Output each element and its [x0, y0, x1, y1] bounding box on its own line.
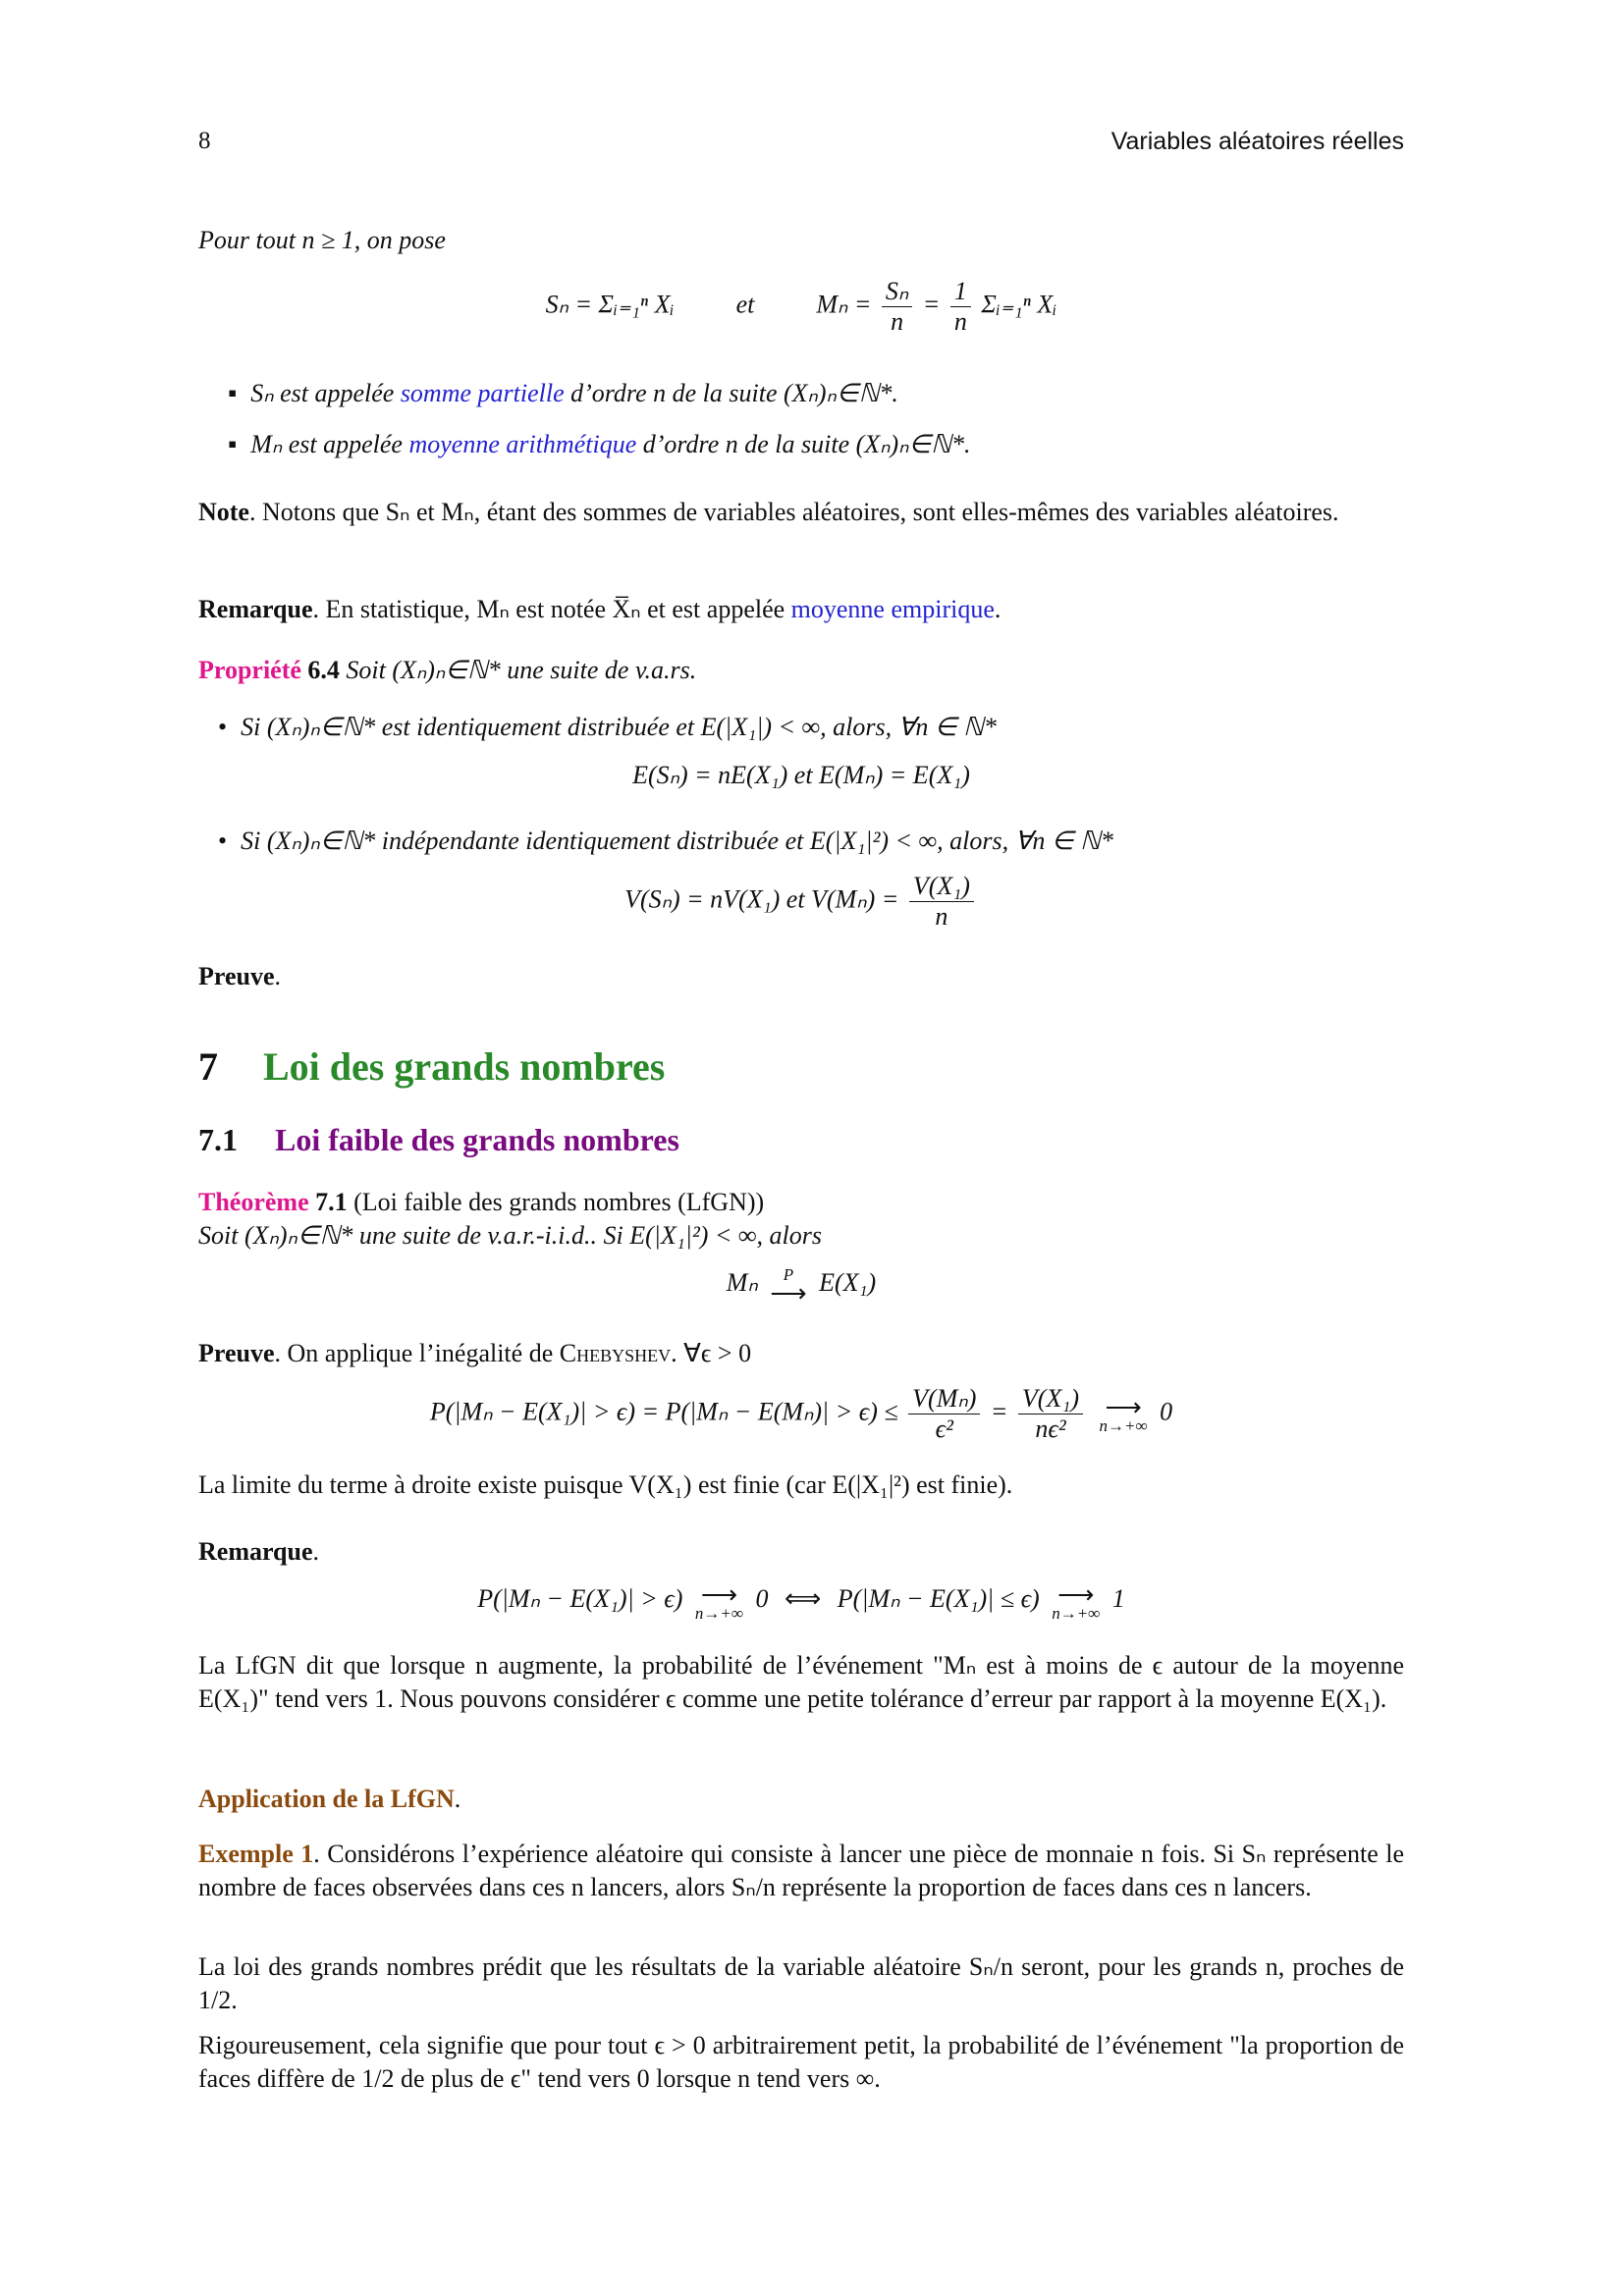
remarque-label: Remarque — [198, 595, 313, 623]
propriete-label: Propriété — [198, 656, 301, 684]
exemple-label: Exemple 1 — [198, 1840, 314, 1868]
section-title: Loi des grands nombres — [263, 1044, 666, 1089]
preuve-2-conclusion: La limite du terme à droite existe puisque V(X₁) est finie (car E(|X₁|²) est finie). — [198, 1470, 1013, 1499]
exemple-paragraph-2: La loi des grands nombres prédit que les résultats de la variable aléatoire Sₙ/n seront, pour les grands n, proches de 1/2. — [198, 1952, 1404, 2014]
fraction-1-n: $\frac{1}{n}$ — [950, 277, 971, 337]
formula-variance: V(Sₙ) = nV(X₁) et V(Mₙ) = $\frac{\text{V(X₁)}}{n}$ — [198, 872, 1404, 932]
formula-mn-sum: Σᵢ₌₁ⁿ Xᵢ — [981, 290, 1057, 319]
formula-et: et — [735, 290, 755, 319]
note-label: Note — [198, 498, 249, 526]
formula-mn-lhs: Mₙ = — [816, 290, 872, 319]
theoreme-number: 7.1 — [315, 1188, 348, 1216]
subsection-title: Loi faible des grands nombres — [275, 1122, 679, 1157]
preuve-1: Preuve. — [198, 962, 281, 990]
arrow-convergence-proba: P ⟶ — [770, 1265, 807, 1308]
application-heading: Application de la LfGN. — [198, 1785, 461, 1813]
bullet-moyenne-arithmetique: ▪ Mₙ est appelée moyenne arithmétique d’ordre n de la suite (Xₙ)ₙ∈ℕ*. — [228, 430, 971, 458]
formula-sn-mn: Sₙ = Σᵢ₌₁ⁿ Xᵢ et Mₙ = $\frac{\text{Sₙ}}{n}$ = $\frac{1}{n}$ Σᵢ₌₁ⁿ Xᵢ — [545, 277, 1057, 336]
subsection-number: 7.1 — [198, 1122, 238, 1157]
running-title: Variables aléatoires réelles — [1110, 128, 1404, 155]
remarque-paragraph: Remarque. En statistique, Mₙ est notée X̅ₙ et est appelée moyenne empirique. — [198, 595, 1001, 623]
formula-equivalence: P(|Mₙ − E(X₁)| > ϵ) ⟶ n→+∞ 0 ⟺ P(|Mₙ − E(X₁)| ≤ ϵ) ⟶ n→+∞ 1 — [477, 1580, 1125, 1623]
bullet-somme-partielle: ▪ Sₙ est appelée somme partielle d’ordre n de la suite (Xₙ)ₙ∈ℕ*. — [228, 379, 898, 407]
section-7-1-heading — [198, 1122, 679, 1158]
propriete-item-2: • Si (Xₙ)ₙ∈ℕ* indépendante identiquement distribuée et E(|X₁|²) < ∞, alors, ∀n ∈ ℕ* — [218, 827, 1113, 855]
bullet-marker: ▪ — [228, 379, 238, 407]
propriete-item-1: • Si (Xₙ)ₙ∈ℕ* est identiquement distribuée et E(|X₁|) < ∞, alors, ∀n ∈ ℕ* — [218, 713, 997, 741]
theoreme-name: (Loi faible des grands nombres (LfGN)) — [353, 1188, 765, 1216]
link-moyenne-empirique[interactable]: moyenne empirique — [790, 595, 995, 623]
theoreme-heading — [198, 1186, 1404, 1219]
formula-esperance: E(Sₙ) = nE(X₁) et E(Mₙ) = E(X₁) — [632, 761, 970, 789]
intro-text: Pour tout n ≥ 1, on pose — [198, 226, 446, 254]
propriete-heading: Propriété 6.4 Soit (Xₙ)ₙ∈ℕ* une suite de v.a.rs. — [198, 656, 697, 684]
theoreme-statement: Soit (Xₙ)ₙ∈ℕ* une suite de v.a.r.-i.i.d.. Si E(|X₁|²) < ∞, alors — [198, 1221, 822, 1250]
link-moyenne-arithmetique[interactable]: moyenne arithmétique — [408, 430, 637, 458]
propriete-number: 6.4 — [307, 656, 340, 684]
formula-sn: Sₙ = Σᵢ₌₁ⁿ Xᵢ — [545, 290, 675, 319]
note-paragraph: Note. Notons que Sₙ et Mₙ, étant des sommes de variables aléatoires, sont elles-mêmes des variables aléatoires. — [198, 498, 1339, 526]
section-7-heading — [198, 1043, 665, 1090]
chebyshev-name: Chebyshev — [559, 1339, 672, 1367]
section-number: 7 — [198, 1044, 218, 1089]
bullet-marker: ▪ — [228, 430, 238, 458]
remarque-2-heading: Remarque. — [198, 1537, 320, 1566]
lfgn-explanation: La LfGN dit que lorsque n augmente, la probabilité de l’événement "Mₙ est à moins de ϵ autour de la moyenne E(X₁)" tend vers 1. Nous pouvons considérer ϵ comme une petite tolérance d’erreur par rapport à la moyenne E(X₁). — [198, 1651, 1404, 1713]
fraction-vx1-n: $\frac{\text{V(X₁)}}{n}$ — [909, 872, 974, 932]
theoreme-label: Théorème — [198, 1188, 309, 1216]
page-number: 8 — [198, 128, 211, 154]
exemple-paragraph: Exemple 1. Considérons l’expérience aléatoire qui consiste à lancer une pièce de monnaie n fois. Si Sₙ représente le nombre de faces observées dans ces n lancers, alors Sₙ/n représente la proportion de faces dans ces n lancers. — [198, 1840, 1404, 1901]
formula-convergence-p: Mₙ P ⟶ E(X₁) — [726, 1265, 877, 1308]
exemple-paragraph-3: Rigoureusement, cela signifie que pour tout ϵ > 0 arbitrairement petit, la probabilité de l’événement "la proportion de faces diffère de 1/2 de plus de ϵ" tend vers 0 lorsque n tend vers ∞. — [198, 2031, 1404, 2093]
formula-chebyshev: P(|Mₙ − E(X₁)| > ϵ) = P(|Mₙ − E(Mₙ)| > ϵ) ≤ $\frac{\text{V(Mₙ)}}{\text{ϵ²}}$ = $\frac{\text{V(X₁)}}{\text{nϵ²}}$ ⟶ n→+∞ 0 — [429, 1384, 1173, 1443]
preuve-2-intro: Preuve. On applique l’inégalité de Chebyshev. ∀ϵ > 0 — [198, 1339, 752, 1367]
fraction-sn-n: $\frac{\text{Sₙ}}{n}$ — [882, 277, 912, 337]
link-somme-partielle[interactable]: somme partielle — [400, 379, 565, 407]
